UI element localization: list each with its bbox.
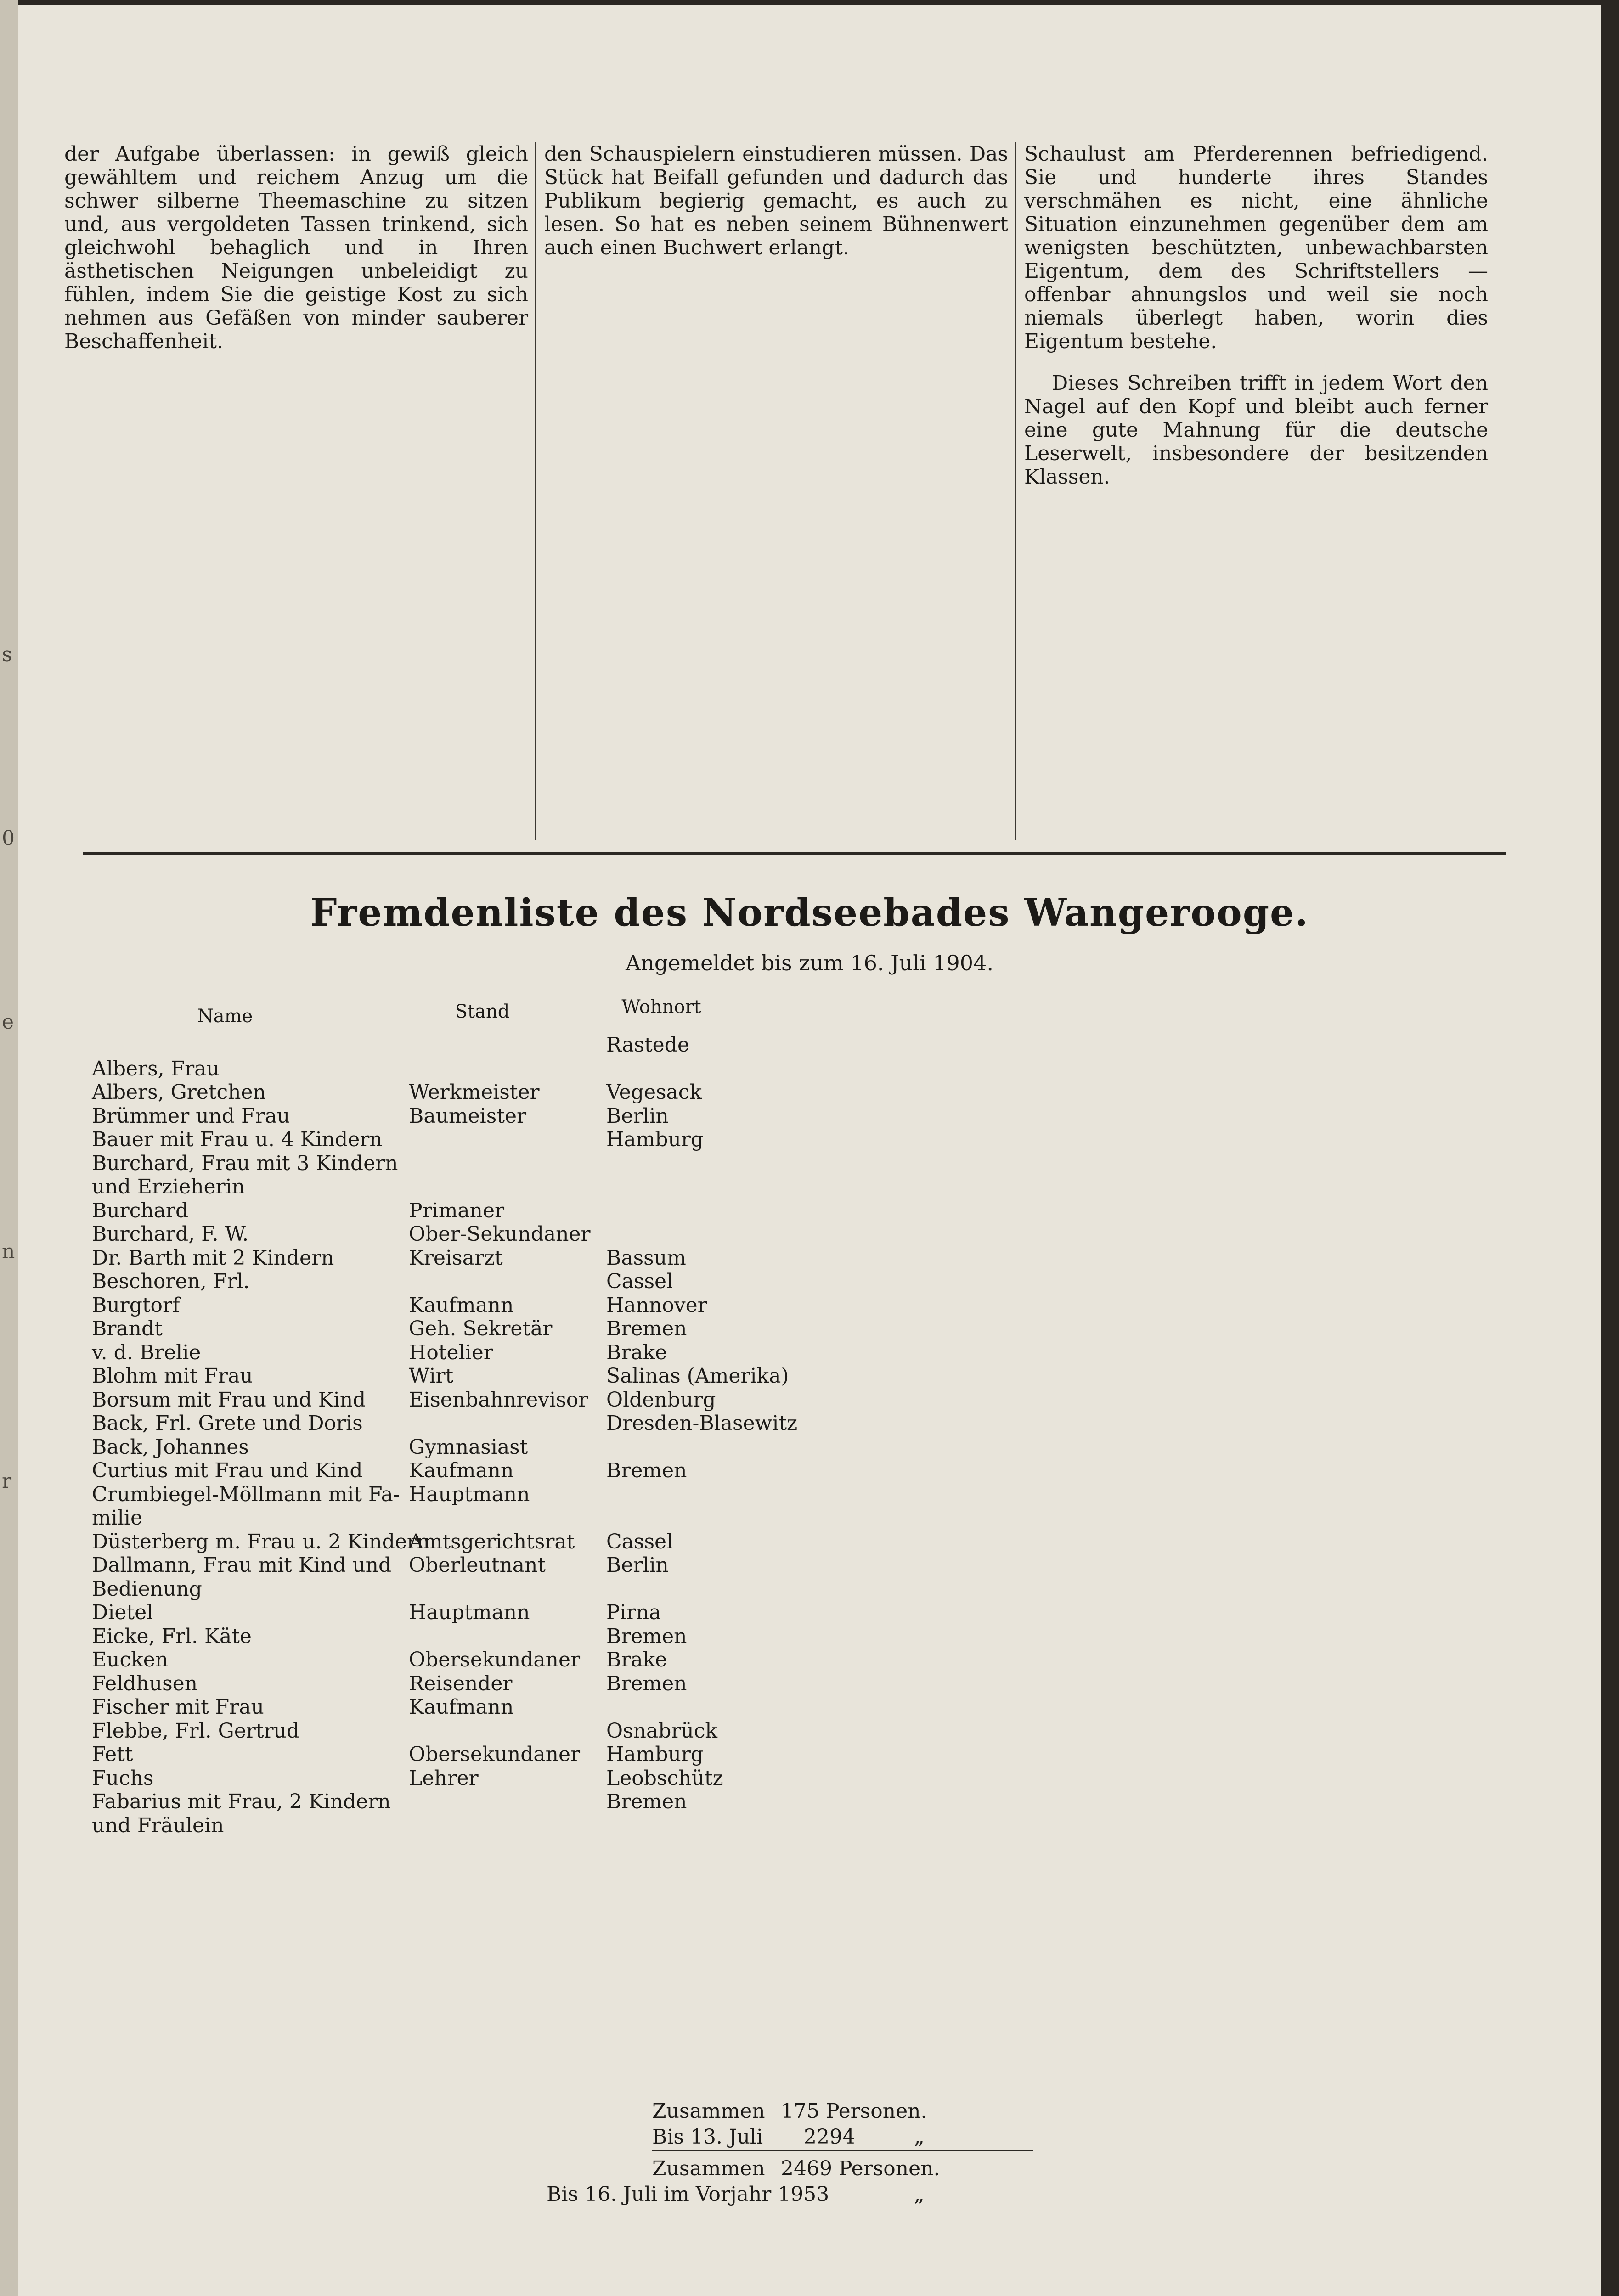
- guest-wohnort: Bremen: [606, 1317, 687, 1340]
- guest-stand: Kreisarzt: [409, 1246, 503, 1270]
- guest-name: Eucken: [92, 1648, 169, 1671]
- guest-row: [92, 1648, 799, 1672]
- guest-wohnort: Bremen: [606, 1624, 687, 1648]
- guest-row: [92, 1695, 799, 1719]
- guest-row: [92, 1294, 799, 1317]
- guest-row: [92, 1341, 799, 1365]
- guest-row: [92, 1175, 799, 1199]
- guest-wohnort: Berlin: [606, 1104, 669, 1128]
- guest-name: Bedienung: [92, 1577, 202, 1601]
- guest-wohnort: Bremen: [606, 1459, 687, 1482]
- guest-name: Dallmann, Frau mit Kind und: [92, 1553, 392, 1577]
- guest-name: Back, Frl. Grete und Doris: [92, 1412, 363, 1435]
- guest-row: [92, 1790, 799, 1814]
- column-header-stand: Stand: [455, 1001, 510, 1022]
- guest-stand: [409, 1152, 606, 1176]
- total-label: Zusammen: [652, 2099, 765, 2123]
- section-rule: [83, 852, 1506, 855]
- guest-name: Burchard, Frau mit 3 Kindern: [92, 1151, 398, 1175]
- guest-stand: [409, 1814, 606, 1838]
- guest-name: Feldhusen: [92, 1671, 198, 1695]
- guest-wohnort: Hannover: [606, 1293, 707, 1317]
- guest-wohnort: [606, 1057, 799, 1081]
- guest-row: [92, 1767, 799, 1790]
- guest-row: [92, 1388, 799, 1412]
- guest-row: [92, 1530, 799, 1554]
- guest-wohnort: Rastede: [606, 1033, 689, 1057]
- guest-row: [92, 1317, 799, 1341]
- guest-row: [92, 1033, 799, 1057]
- guest-row: [92, 1412, 799, 1435]
- guest-stand: Hauptmann: [409, 1601, 530, 1624]
- guest-name: und Fräulein: [92, 1813, 224, 1837]
- guest-row: [92, 1222, 799, 1246]
- guest-stand: Kaufmann: [409, 1695, 514, 1719]
- guest-row: [92, 1459, 799, 1483]
- guest-name: Burgtorf: [92, 1293, 180, 1317]
- guest-stand: [409, 1057, 606, 1081]
- guest-name: Borsum mit Frau und Kind: [92, 1388, 366, 1412]
- column-divider: [1015, 142, 1016, 840]
- guest-name: Blohm mit Frau: [92, 1364, 253, 1388]
- list-subtitle: Angemeldet bis zum 16. Juli 1904.: [626, 951, 993, 975]
- guest-wohnort: [606, 1814, 799, 1838]
- column-header-name: Name: [197, 1006, 253, 1027]
- guest-stand: Obersekundaner: [409, 1743, 581, 1766]
- guest-wohnort: Brake: [606, 1648, 667, 1671]
- guest-row: [92, 1553, 799, 1577]
- adjacent-page-edge: s 0 e n r: [0, 0, 18, 2296]
- guest-wohnort: Oldenburg: [606, 1388, 716, 1412]
- guest-row: [92, 1577, 799, 1601]
- total-value: 2294: [804, 2125, 855, 2149]
- guest-name: milie: [92, 1506, 142, 1530]
- guest-list: [92, 1033, 799, 1837]
- guest-stand: Amtsgerichtsrat: [409, 1530, 575, 1553]
- guest-row: [92, 1364, 799, 1388]
- guest-wohnort: [606, 1152, 799, 1176]
- guest-wohnort: [606, 1435, 799, 1459]
- guest-wohnort: Bremen: [606, 1790, 687, 1813]
- guest-wohnort: [606, 1199, 799, 1223]
- guest-name: Eicke, Frl. Käte: [92, 1624, 252, 1648]
- guest-wohnort: [606, 1483, 799, 1507]
- guest-stand: Gymnasiast: [409, 1435, 528, 1459]
- guest-wohnort: [606, 1175, 799, 1199]
- guest-name: Brümmer und Frau: [92, 1104, 290, 1128]
- guest-wohnort: Bremen: [606, 1671, 687, 1695]
- guest-wohnort: Berlin: [606, 1553, 669, 1577]
- article-column-1: der Aufgabe überlassen: in gewiß gleich gewähltem und reichem Anzug um die schwer silberne Theemaschine zu sitzen und, aus vergoldeten Tassen trinkend, sich gleichwohl behaglich und in Ihren ästhetischen Neigungen unbeleidigt zu fühlen, indem Sie die geistige Kost zu sich nehmen aus Gefäßen von minder sauberer Beschaffenheit.: [64, 142, 528, 353]
- guest-row: [92, 1719, 799, 1743]
- guest-wohnort: Cassel: [606, 1270, 673, 1293]
- guest-stand: [409, 1790, 606, 1814]
- guest-stand: Kaufmann: [409, 1293, 514, 1317]
- guest-stand: Reisender: [409, 1671, 513, 1695]
- guest-stand: [409, 1128, 606, 1152]
- guest-wohnort: Vegesack: [606, 1080, 702, 1104]
- guest-name: Albers, Frau: [92, 1057, 220, 1080]
- guest-stand: [409, 1719, 606, 1743]
- guest-name: [92, 1033, 409, 1057]
- guest-name: v. d. Brelie: [92, 1340, 201, 1364]
- guest-name: Fischer mit Frau: [92, 1695, 264, 1719]
- guest-stand: [409, 1506, 606, 1530]
- guest-stand: Werkmeister: [409, 1080, 540, 1104]
- guest-wohnort: Leobschütz: [606, 1766, 723, 1790]
- total-label: Zusammen: [652, 2157, 765, 2180]
- guest-stand: Lehrer: [409, 1766, 479, 1790]
- list-title: Fremdenliste des Nordseebades Wangerooge.: [310, 891, 1309, 935]
- guest-name: Back, Johannes: [92, 1435, 249, 1459]
- total-label: Bis 16. Juli im Vorjahr 1953: [547, 2183, 829, 2206]
- guest-stand: [409, 1270, 606, 1294]
- guest-row: [92, 1270, 799, 1294]
- ditto-mark: „: [914, 2183, 925, 2206]
- guest-row: [92, 1672, 799, 1696]
- guest-wohnort: [606, 1695, 799, 1719]
- guest-row: [92, 1814, 799, 1838]
- guest-row: [92, 1506, 799, 1530]
- guest-row: [92, 1128, 799, 1152]
- guest-name: und Erzieherin: [92, 1175, 245, 1199]
- guest-name: Fuchs: [92, 1766, 154, 1790]
- guest-stand: [409, 1625, 606, 1649]
- guest-row: [92, 1246, 799, 1270]
- guest-wohnort: [606, 1222, 799, 1246]
- guest-wohnort: Cassel: [606, 1530, 673, 1553]
- guest-row: [92, 1743, 799, 1767]
- guest-stand: Hotelier: [409, 1340, 493, 1364]
- guest-stand: Hauptmann: [409, 1482, 530, 1506]
- guest-wohnort: Pirna: [606, 1601, 661, 1624]
- guest-stand: Obersekundaner: [409, 1648, 581, 1671]
- column-divider: [535, 142, 536, 840]
- guest-stand: Baumeister: [409, 1104, 527, 1128]
- guest-name: Brandt: [92, 1317, 163, 1340]
- guest-stand: Oberleutnant: [409, 1553, 546, 1577]
- totals-block: [547, 2099, 1033, 2207]
- guest-row: [92, 1104, 799, 1128]
- guest-name: Fett: [92, 1743, 133, 1766]
- guest-name: Crumbiegel-Möllmann mit Fa-: [92, 1482, 400, 1506]
- total-value: 175 Personen.: [781, 2099, 927, 2123]
- guest-name: Burchard: [92, 1199, 189, 1222]
- guest-wohnort: Dresden-Blasewitz: [606, 1412, 798, 1435]
- guest-wohnort: Bassum: [606, 1246, 686, 1270]
- ditto-mark: „: [914, 2125, 925, 2149]
- guest-row: [92, 1199, 799, 1223]
- guest-name: Dr. Barth mit 2 Kindern: [92, 1246, 334, 1270]
- column-header-wohnort: Wohnort: [621, 996, 701, 1018]
- guest-wohnort: [606, 1577, 799, 1601]
- guest-stand: [409, 1033, 606, 1057]
- guest-wohnort: Brake: [606, 1340, 667, 1364]
- guest-name: Bauer mit Frau u. 4 Kindern: [92, 1128, 383, 1151]
- guest-wohnort: Osnabrück: [606, 1719, 718, 1743]
- guest-stand: [409, 1175, 606, 1199]
- guest-stand: Kaufmann: [409, 1459, 514, 1482]
- guest-name: Dietel: [92, 1601, 153, 1624]
- guest-row: [92, 1601, 799, 1625]
- guest-stand: Eisenbahnrevisor: [409, 1388, 588, 1412]
- article-column-2: den Schauspielern einstudieren müssen. Das Stück hat Beifall gefunden und dadurch das Publikum begierig gemacht, es auch zu lesen. So hat es neben seinem Bühnenwert auch einen Buchwert erlangt.: [544, 142, 1008, 259]
- guest-stand: Geh. Sekretär: [409, 1317, 553, 1340]
- guest-stand: Wirt: [409, 1364, 454, 1388]
- guest-wohnort: Hamburg: [606, 1128, 704, 1151]
- guest-row: [92, 1080, 799, 1104]
- guest-name: Flebbe, Frl. Gertrud: [92, 1719, 300, 1743]
- guest-name: Fabarius mit Frau, 2 Kindern: [92, 1790, 391, 1813]
- guest-wohnort: [606, 1506, 799, 1530]
- total-row: [547, 2182, 1033, 2207]
- article-column-3: [1024, 142, 1488, 489]
- guest-row: [92, 1152, 799, 1176]
- total-value: 2469 Personen.: [781, 2157, 940, 2180]
- guest-stand: Primaner: [409, 1199, 505, 1222]
- guest-wohnort: Salinas (Amerika): [606, 1364, 789, 1388]
- guest-name: Curtius mit Frau und Kind: [92, 1459, 363, 1482]
- guest-row: [92, 1057, 799, 1081]
- guest-name: Düsterberg m. Frau u. 2 Kindern: [92, 1530, 430, 1553]
- total-row: [652, 2156, 1033, 2182]
- guest-row: [92, 1435, 799, 1459]
- total-row: [652, 2124, 1033, 2151]
- guest-name: Burchard, F. W.: [92, 1222, 249, 1246]
- guest-stand: [409, 1577, 606, 1601]
- guest-row: [92, 1483, 799, 1507]
- total-label: Bis 13. Juli: [652, 2125, 763, 2149]
- guest-name: Albers, Gretchen: [92, 1080, 266, 1104]
- article-column-3-text: Schaulust am Pferderennen befriedigend. Sie und hunderte ihres Standes verschmähen es nicht, eine ähnliche Situation einzunehmen gegenüber dem am wenigsten beschützten, unbewachbarsten Eigentum, dem des Schriftstellers — offenbar ahnungslos und weil sie noch niemals überlegt haben, worin dies Eigentum bestehe.: [1024, 142, 1488, 353]
- newspaper-page: [18, 5, 1601, 2296]
- guest-wohnort: Hamburg: [606, 1743, 704, 1766]
- guest-stand: Ober-Sekundaner: [409, 1222, 591, 1246]
- guest-stand: [409, 1412, 606, 1435]
- article-closing-paragraph: Dieses Schreiben trifft in jedem Wort den Nagel auf den Kopf und bleibt auch ferner eine gute Mahnung für die deutsche Leserwelt, insbesondere der besitzenden Klassen.: [1024, 371, 1488, 489]
- guest-row: [92, 1625, 799, 1649]
- guest-name: Beschoren, Frl.: [92, 1270, 250, 1293]
- total-row: [652, 2099, 1033, 2124]
